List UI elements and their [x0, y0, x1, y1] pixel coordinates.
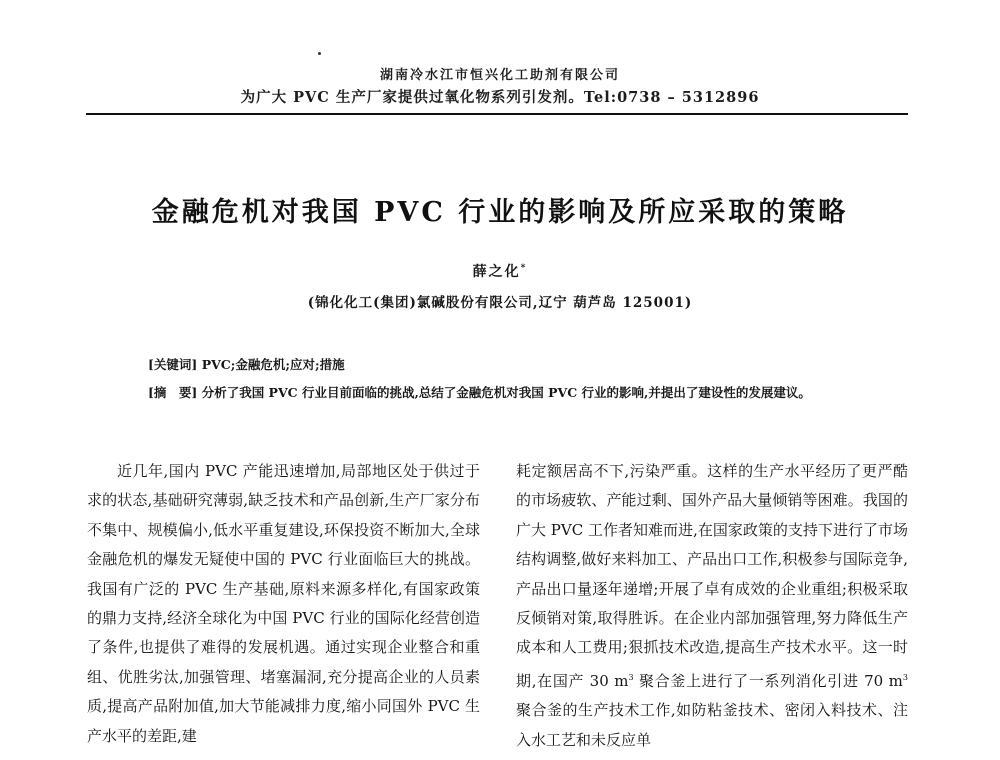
author-name: 薛之化 [472, 264, 521, 280]
author-line [0, 261, 1000, 281]
affiliation: (锦化化工(集团)氯碱股份有限公司,辽宁 葫芦岛 125001) [307, 295, 693, 311]
right-column-text-3: 聚合釜的生产技术工作,如防粘釜技术、密闭入料技术、注入水工艺和未反应单 [516, 701, 908, 749]
abstract-label: [摘 要] [148, 385, 198, 400]
cubic-exponent-1: 3 [628, 672, 634, 682]
abstract-text: 分析了我国 PVC 行业目前面临的挑战,总结了金融危机对我国 PVC 行业的影响,并提出了建设性的发展建议。 [201, 385, 811, 400]
scan-speck [318, 52, 321, 55]
author-footnote-mark: * [520, 263, 528, 274]
keywords-line [148, 355, 345, 373]
right-column-text-1: 耗定额居高不下,污染严重。这样的生产水平经历了更严酷的市场疲软、产能过剩、国外产品大量倾销等困难。我国的广大 PVC 工作者知难而进,在国家政策的支持下进行了市场结构调整,做好来料加工、产品出口工作,积极参与国际竞争,产品出口量逐年递增;开展了卓有成效的企业重组;积极采取反倾销对策,取得胜诉。在企业内部加强管理,努力降低生产成本和人工费用;狠抓技术改造,提高生产技术水平。这一时期,在国产 30 m [516, 462, 908, 690]
body-right-column [516, 457, 908, 755]
abstract-block [120, 380, 895, 406]
article-title: 金融危机对我国 PVC 行业的影响及所应采取的策略 [151, 197, 849, 228]
advert-company: 湖南冷水江市恒兴化工助剂有限公司 [379, 68, 620, 83]
body-left-column: 近几年,国内 PVC 产能迅速增加,局部地区处于供过于求的状态,基础研究薄弱,缺乏技术和产品创新,生产厂家分布不集中、规模偏小,低水平重复建设,环保投资不断加大,全球金融危机的爆发无疑使中国的 PVC 行业面临巨大的挑战。我国有广泛的 PVC 生产基础,原料来源多样化,有国家政策的鼎力支持,经济全球化为中国 PVC 行业的国际化经营创造了条件,也提供了难得的发展机遇。通过实现企业整合和重组、优胜劣汰,加强管理、堵塞漏洞,充分提高企业的人员素质,提高产品附加值,加大节能减排力度,缩小同国外 PVC 生产水平的差距,建 [87, 462, 480, 745]
right-column-text-2: 聚合釜上进行了一系列消化引进 70 m [633, 671, 903, 690]
cubic-exponent-2: 3 [902, 672, 908, 682]
header-rule [86, 113, 908, 115]
keywords-label: [关键词] [148, 357, 198, 372]
keywords-text: PVC;金融危机;应对;措施 [201, 357, 345, 372]
advert-text: 为广大 PVC 生产厂家提供过氧化物系列引发剂。Tel:0738 – 5312896 [240, 89, 760, 106]
